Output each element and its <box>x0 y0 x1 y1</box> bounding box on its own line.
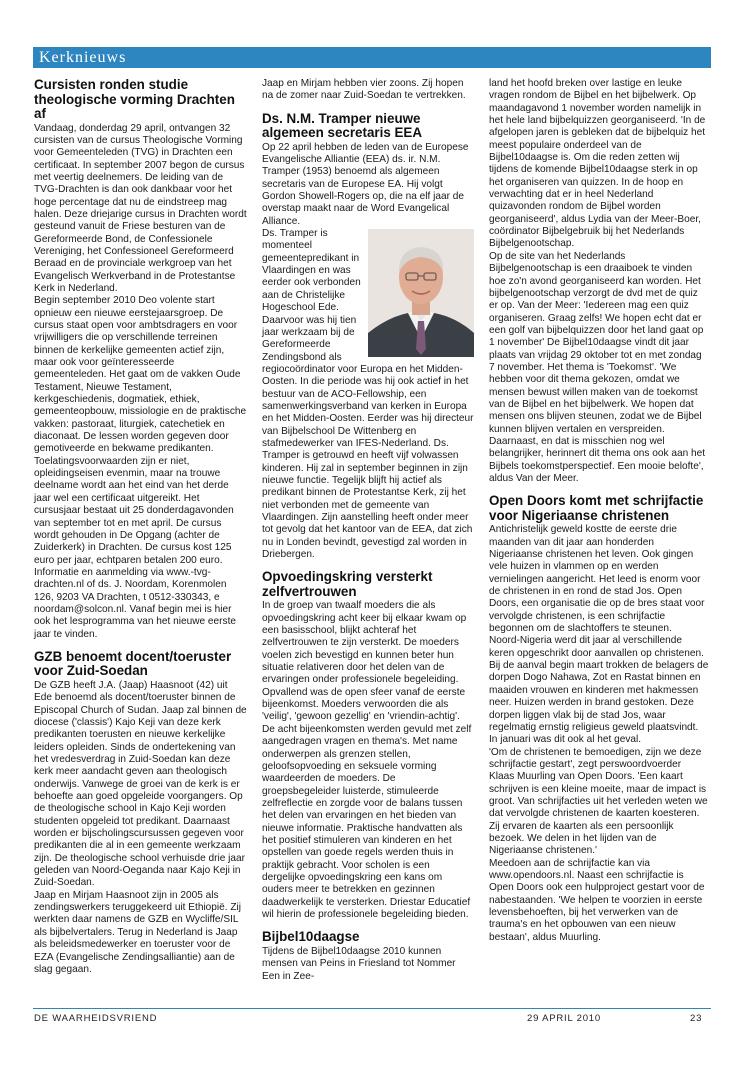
article-body: De GZB heeft J.A. (Jaap) Haasnoot (42) uit Ede benoemd als docent/toeruster binnen de Episcopal Church of Sudan. Jaap zal binnen de diocese ('classis') Kajo Keji van deze kerk predikanten toerusten en nieuwe kerkelijke leiders opleiden. Sinds de ondertekening van het vredesverdrag in Zuid-Soedan kan deze kerk meer aandacht geven aan theologisch onderwijs. Vanwege de groei van de kerk is er behoefte aan goed opgeleide voorgangers. Op de theologische school in Kajo Keji worden studenten opgeleid tot predikant. Daarnaast worden er bijscholingscursussen gegeven voor predikanten die al in een gemeente werkzaam zijn. De theologische school verhuisde drie jaar geleden van Noord-Oeganda naar Kajo Keji in Zuid-Soedan. Jaap en Mirjam Haasnoot zijn in 2005 als zendingswerkers teruggekeerd uit Ethiopië. Zij werkten daar namens de GZB en Wycliffe/SIL als bijbelvertalers. Terug in Nederland is Jaap als beleidsmedewerker en toeruster voor de EZA (Evangelische Zendingsalliantie) aan de slag gegaan. <box>34 679 247 975</box>
article-body-intro: Op 22 april hebben de leden van de Europese Evangelische Alliantie (EEA) ds. ir. N.M. Tramper (1953) benoemd als algemeen secretaris van de Europese EA. Hij volgt Gordon Showell-Rogers op, die na elf jaar de overstap maakt naar de Word Evangelical Alliance. <box>262 141 469 227</box>
article-body: Antichristelijk geweld kostte de eerste drie maanden van dit jaar aan honderden Nigeriaanse christenen het leven. Ook gingen vele huizen in vlammen op en werden vernielingen aangericht. Het leed is enorm voor de christenen in en rond de stad Jos. Open Doors, een organisatie die op de bres staat voor vervolgde christenen, is een schrijfactie begonnen om de slachtoffers te steunen. Noord-Nigeria werd dit jaar al verschillende keren opgeschrikt door aanvallen op christenen. Bij de aanval begin maart trokken de belagers de dorpen Dogo Nahawa, Zot en Rastat binnen en maaiden vrouwen en kinderen met hakmessen neer. Huizen werden in brand gestoken. Deze dorpen liggen vlak bij de stad Jos, waar regelmatig ernstig religieus geweld plaatsvindt. In januari was dit ook al het geval. 'Om de christenen te bemoedigen, zijn we deze schrijfactie gestart', zegt perswoordvoerder Klaas Muurling van Open Doors. 'Een kaart schrijven is een kleine moeite, maar de impact is groot. Van schrijfacties uit het verleden weten we dat vervolgde christenen de kaarten koesteren. Zij ervaren de kaarten als een persoonlijk bezoek. We delen in het lijden van de Nigeriaanse christenen.' Meedoen aan de schrijfactie kan via www.opendoors.nl. Naast een schrijfactie is Open Doors ook een hulpproject gestart voor de nabestaanden. 'We helpen te voorzien in eerste levensbehoeften, bij het verwerken van de trauma's en het opbouwen van een nieuw bestaan', aldus Muurling. <box>489 524 709 943</box>
article-title: Bijbel10daagse <box>262 929 360 945</box>
article-tramper <box>262 112 474 562</box>
footer-divider <box>33 1008 711 1009</box>
article-opvoedingskring <box>262 570 474 921</box>
article-gzb <box>34 650 248 976</box>
page-number: 23 <box>690 1013 703 1024</box>
article-body: Vandaag, donderdag 29 april, ontvangen 32 cursisten van de cursus Theologische Vorming voor Gemeenteleden (TVG) in Drachten een certificaat. In september 2007 begon de cursus met veertig deelnemers. De leiding van de TVG-Drachten is dan ook dankbaar voor het hoge percentage dat nu de eindstreep mag halen. Deze driejarige cursus in Drachten wordt gesteund vanuit de Friese besturen van de Gereformeerde Bond, de Confessionele Vereniging, het Confessioneel Gereformeerd Beraad en de provinciale werkgroep van het Evangelisch Werkverband in de Protestantse Kerk in Nederland. Begin september 2010 Deo volente start opnieuw een nieuwe eerstejaarsgroep. De cursus staat open voor ambtsdragers en voor vrijwilligers die op verschillende terreinen binnen de kerkelijke gemeenten actief zijn, maar ook voor geïnteresseerde gemeenteleden. Het gaat om de vakken Oude Testament, Nieuwe Testament, kerkgeschiedenis, dogmatiek, ethiek, gemeenteopbouw, missiologie en de praktische vakken: pastoraat, liturgiek, catechetiek en diaconaat. De lessen worden gegeven door gemotiveerde en bekwame predikanten. Toelatingsvoorwaarden zijn er niet, opleidingseisen evenmin, maar na trouwe deelname wordt aan het eind van het derde jaar wel een certificaat uitgereikt. Het cursusjaar bestaat uit 25 donderdagavonden van september tot en met april. De cursus wordt gehouden in De Opgang (achter de Zuiderkerk) in Drachten. De cursus kost 125 euro per jaar, echtparen betalen 200 euro. Informatie en aanmelding via www.-tvg-drachten.nl of ds. J. Noordam, Korenmolen 126, 9203 VA Drachten, t 0512-330343, e noordam@solcon.nl. Vanaf begin mei is hier ook het lesprogramma van het nieuwe eerste jaar te vinden. <box>34 122 247 640</box>
footer-publication: DE WAARHEIDSVRIEND <box>34 1013 158 1024</box>
column-2 <box>262 78 474 992</box>
column-3 <box>489 78 709 953</box>
article-body: land het hoofd breken over lastige en leuke vragen rondom de Bijbel en het bijbelwerk. Op maandagavond 1 november worden namelijk in het hele land bijbelquizzen georganiseerd. 'In de afgelopen jaren is gebleken dat de bijbelquiz het meest populaire onderdeel van de Bijbel10daagse is. Om die reden zetten wij tijdens de komende Bijbel10daagse sterk in op het organiseren van quizzen. In de hoop en verwachting dat er in heel Nederland quizavonden rondom de Bijbel worden georganiseerd', aldus Lydia van der Meer-Boer, coördinator Bijbelgebruik bij het Nederlands Bijbelgenootschap. Op de site van het Nederlands Bijbelgenootschap is een draaiboek te vinden hoe zo'n avond georganiseerd kan worden. Het bijbelgenootschap verzorgt de dvd met de quiz er op. Van der Meer: 'Iedereen mag een quiz organiseren. Graag zelfs! We hopen echt dat er een golf van bijbelquizzen door het land gaat op 1 november' De Bijbel10daagse vindt dit jaar plaats van vrijdag 29 oktober tot en met zondag 7 november. Het thema is 'Toekomst'. 'We hebben voor dit thema gekozen, omdat we mensen bewust willen maken van de toekomst van de Bijbel en het bijbelwerk. We hopen dat mensen ons blijven steunen, zodat we de Bijbel kunnen blijven vertalen en verspreiden. Daarnaast, en dat is misschien nog wel belangrijker, herinnert dit thema ons ook aan het Bijbels toekomstperspectief. Een mooie belofte', aldus Van der Meer. <box>489 78 706 484</box>
section-header-bar <box>33 47 711 68</box>
article-cursisten <box>34 78 248 641</box>
article-body: In de groep van twaalf moeders die als opvoedingskring acht keer bij elkaar kwam op een basisschool, blijkt achteraf het zelfvertrouwen te zijn versterkt. De moeders voelen zich bevestigd en kunnen beter hun situatie relativeren door het delen van de ervaringen onder professionele begeleiding. Opvallend was de open sfeer vanaf de eerste bijeenkomst. Moeders verwoorden die als 'veilig', 'gewoon gezellig' en 'vriendin-achtig'. De acht bijeenkomsten werden gevuld met zelf aangedragen vragen en thema's. Met name onderwerpen als grenzen stellen, geloofsopvoeding en seksuele vorming waardeerden de moeders. De groepsbegeleider luisterde, stimuleerde zelfreflectie en zorgde voor de balans tussen het delen van ervaringen en het bieden van nieuwe informatie. Praktische handvatten als het positief stimuleren van kinderen en het opstellen van goede regels werden thuis in praktijk gebracht. Voor scholen is een dergelijke opvoedingskring een kans om ouders meer te betrekken en gezinnen daadwerkelijk te versterken. Driestar Educatief wil hierin de professionele begeleiding bieden. <box>262 600 472 920</box>
article-body: Jaap en Mirjam hebben vier zoons. Zij hopen na de zomer naar Zuid-Soedan te vertrekken. <box>262 78 466 102</box>
footer-date: 29 APRIL 2010 <box>527 1013 601 1024</box>
article-bijbel10daagse <box>262 930 474 983</box>
article-title: Opvoedingskring versterkt zelfvertrouwen <box>262 569 433 599</box>
column-1 <box>34 78 248 985</box>
article-body: Tijdens de Bijbel10daagse 2010 kunnen mensen van Peins in Friesland tot Nommer Een in Zee- <box>262 945 456 982</box>
article-open-doors <box>489 494 709 944</box>
article-body: Ds. Tramper is momenteel gemeentepredikant in Vlaardingen en was eerder ook verbonden aan de Christelijke Hogeschool Ede. Daarvoor was hij tien jaar werkzaam bij de Gereformeerde Zendingsbond als regiocoördinator voor Europa en het Midden-Oosten. In die periode was hij ook actief in het bestuur van de ACO-Fellowship, een samenwerkingsverband van kerken in Europa en het Midden-Oosten. Eerder was hij directeur van Bijbelschool De Wittenberg en stafmedewerker van IFES-Nederland. Ds. Tramper is getrouwd en heeft vijf volwassen kinderen. Hij zal in september beginnen in zijn nieuwe functie. Tegelijk blijft hij actief als predikant binnen de Protestantse Kerk, zij het niet verbonden met de gemeente van Vlaardingen. Zijn aanstelling heeft onder meer tot gevolg dat het kantoor van de EEA, dat zich nu in Londen bevindt, gevestigd zal worden in Driebergen. <box>262 228 474 561</box>
article-bijbel10daagse-continued <box>489 78 709 485</box>
section-title: Kerknieuws <box>39 49 127 66</box>
article-title: Cursisten ronden studie theologische vorming Drachten af <box>34 77 235 121</box>
article-title: Ds. N.M. Tramper nieuwe algemeen secretaris EEA <box>262 110 423 141</box>
portrait-photo <box>368 229 474 357</box>
article-gzb-continued <box>262 78 474 103</box>
article-title: GZB benoemt docent/toeruster voor Zuid-Soedan <box>34 648 232 679</box>
article-title: Open Doors komt met schrijfactie voor Nigeriaanse christenen <box>489 493 704 523</box>
